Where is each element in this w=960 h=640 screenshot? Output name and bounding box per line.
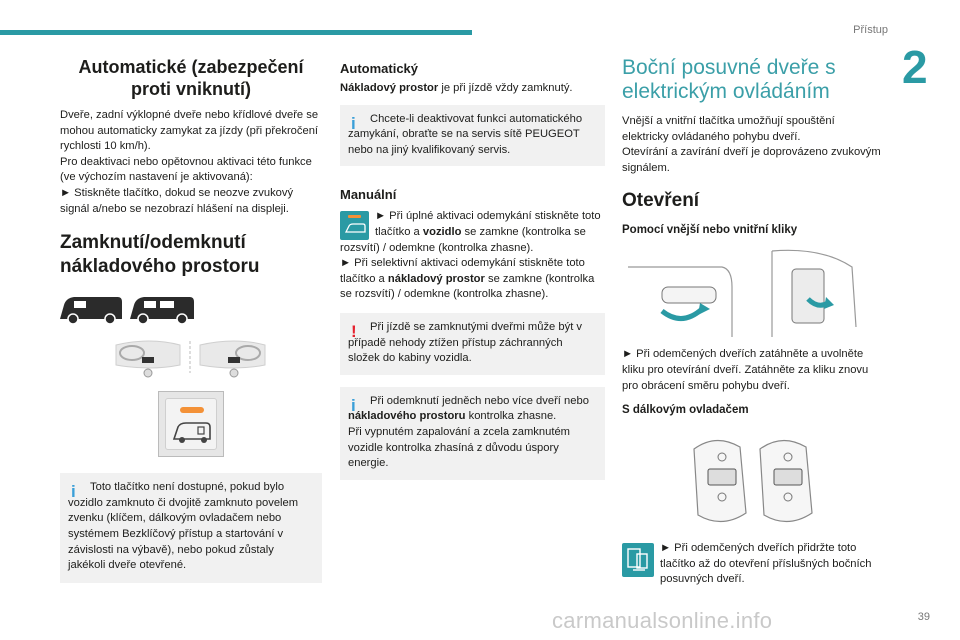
chapter-number: 2 xyxy=(902,41,928,93)
remote-key-illustrations xyxy=(622,433,884,531)
info-note: i Chcete-li deaktivovat funkci automatického zamykání, obraťte se na servis sítě PEUGEOT nebo na jiný kvalifikovaný servis. xyxy=(340,105,605,167)
info-note: i Toto tlačítko není dostupné, pokud bylo vozidlo zamknuto či dvojitě zamknuto povelem zvenku (klíčem, dálkovým ovladačem nebo systémem Bezklíčový přístup a startování v závislosti na výbavě), nebo pokud zůstaly jakékoli dveře otevřené. xyxy=(60,473,322,583)
warning-note: ! Při jízdě se zamknutými dveřmi může být v případě nehody ztížen přístup záchranných složek do kabiny vozidla. xyxy=(340,313,605,375)
warning-icon: ! xyxy=(351,321,357,341)
column-right xyxy=(622,56,884,588)
door-lock-button-icon xyxy=(165,398,217,450)
paragraph: ► Při selektivní aktivaci odemykání stiskněte toto tlačítko a nákladový prostor se zamkne (kontrolka se rozsvítí) / odemkne (kontrolka zhasne). xyxy=(340,257,595,301)
paragraph: Vnější a vnitřní tlačítka umožňují spouštění elektricky ovládaného pohybu dveří. xyxy=(622,115,835,143)
info-icon: i xyxy=(351,113,356,133)
paragraph: Dveře, zadní výklopné dveře nebo křídlové dveře se mohou automaticky zamykat za jízdy (při překročení rychlosti 10 km/h). xyxy=(60,109,319,153)
sliding-door-icon xyxy=(622,543,654,577)
info-note: i Při odemknutí jedněch nebo více dveří nebo nákladového prostoru kontrolka zhasne. Při vypnutém zapalování a zcela zamknutém vozidle kontrolka zhasíná z důvodu úspory energie. xyxy=(340,387,605,480)
heading-opening: Otevření xyxy=(622,190,700,212)
paragraph: ► Stiskněte tlačítko, dokud se neozve zvukový signál a/nebo se nezobrazí hlášení na displeji. xyxy=(60,186,294,215)
paragraph: Pro deaktivaci nebo opětovnou aktivaci této funkce (ve výchozím nastavení je aktivovaná): xyxy=(60,155,312,184)
subheading-remote: S dálkovým ovladačem xyxy=(622,404,749,417)
heading-sliding-doors: Boční posuvné dveře s elektrickým ovládáním xyxy=(622,56,836,103)
info-icon: i xyxy=(71,482,76,502)
paragraph: ► Při odemčených dveřích zatáhněte a uvolněte kliku pro otevírání dveří. Zatáhněte za kliku znovu pro obrácení směru pohybu dveří. xyxy=(622,348,869,392)
cargo-lock-button-illustration xyxy=(158,391,224,457)
header-accent-bar xyxy=(0,30,472,35)
paragraph: ► Při odemčených dveřích přidržte toto tlačítko až do otevření příslušných bočních posuvných dveří. xyxy=(660,542,872,586)
subheading-handle: Pomocí vnější nebo vnitřní kliky xyxy=(622,224,798,237)
heading-manual: Manuální xyxy=(340,187,397,203)
heading-cargo-lock: Zamknutí/odemknutí nákladového prostoru xyxy=(60,232,260,278)
remote-key-icon xyxy=(622,433,882,531)
section-title: Přístup xyxy=(853,24,888,36)
door-handle-icon xyxy=(622,247,882,343)
paragraph: Otevírání a zavírání dveří je doprovázeno zvukovým signálem. xyxy=(622,146,881,174)
paragraph: Nákladový prostor je při jízdě vždy zamknutý. xyxy=(340,82,573,94)
dashboard-illustrations xyxy=(60,339,322,381)
heading-automatic: Automatický xyxy=(340,61,419,76)
column-middle xyxy=(340,56,605,480)
van-icon xyxy=(60,293,320,333)
info-icon: i xyxy=(351,395,356,415)
cargo-lock-icon xyxy=(340,211,369,240)
dashboard-icon xyxy=(60,339,322,381)
watermark: carmanualsonline.info xyxy=(552,608,773,633)
page-number: 39 xyxy=(917,611,930,623)
remote-instruction xyxy=(622,541,884,588)
manual-instructions xyxy=(340,209,605,303)
van-illustrations xyxy=(60,293,322,333)
heading-automatic-lock: Automatické (zabezpečení proti vniknutí) xyxy=(78,57,304,99)
column-left xyxy=(60,56,322,583)
door-handle-illustrations xyxy=(622,247,884,343)
paragraph: ► Při úplné aktivaci odemykání stiskněte toto tlačítko a vozidlo se zamkne (kontrolka se rozsvítí) / odemkne (kontrolka zhasne). xyxy=(340,210,601,254)
